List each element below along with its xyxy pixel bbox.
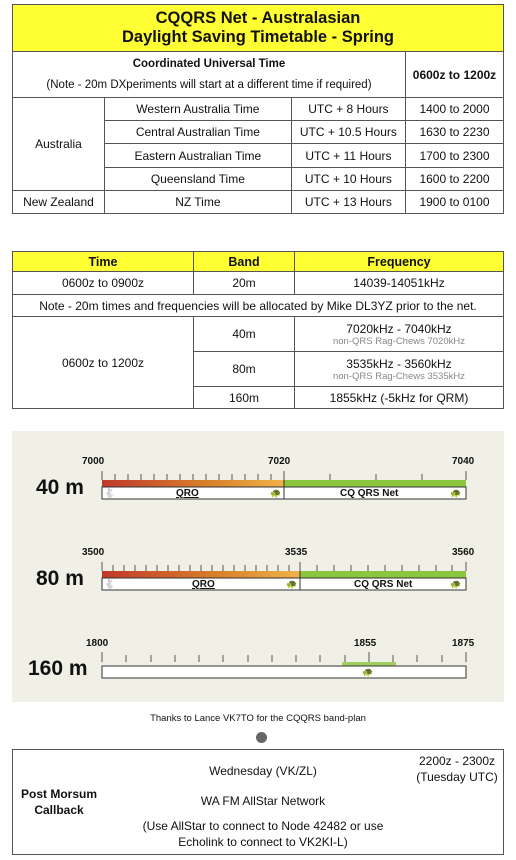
local-time-cell: 1900 to 0100 [405,191,503,214]
tick-marks [102,562,466,571]
title-line-2: Daylight Saving Timetable - Spring [122,28,394,46]
time-header: 0600z to 1200z [405,52,503,98]
frequency-cell [295,352,504,387]
qro-segment [102,480,284,487]
zone-cell: Eastern Australian Time [104,144,291,168]
callback-title-line-1: Post Morsum [20,787,97,801]
local-time-cell: 1630 to 2230 [405,121,503,144]
time-cell: 0600z to 0900z [13,272,194,295]
callback-instructions [103,818,423,850]
hare-icon: 🐇 [104,488,116,498]
zone-cell: NZ Time [104,191,291,214]
ragchew-note: non-QRS Rag-Chews 7020kHz [332,335,465,347]
australia-label: Australia [13,98,105,191]
turtle-icon: 🐢 [450,579,462,589]
tick-label: 1875 [452,638,475,649]
ragchew-note: non-QRS Rag-Chews 3535kHz [332,370,465,382]
qro-label: QRO [176,488,199,499]
callback-instructions-line-2: Echolink to connect to VK2KI-L) [178,835,348,849]
frequency-cell [295,317,504,352]
zone-cell: Central Australian Time [104,121,291,144]
callback-time [409,753,505,785]
qro-segment [102,571,300,578]
net-label: CQ QRS Net [354,579,413,590]
band-label-40m: 40 m [36,476,84,499]
utc-note: (Note - 20m DXperiments will start at a different time if required) [46,79,372,91]
turtle-icon: 🐢 [450,488,462,498]
credit-text: Thanks to Lance VK7TO for the CQQRS band-plan [150,713,366,724]
offset-cell: UTC + 10.5 Hours [291,121,405,144]
band-cell: 20m [194,272,295,295]
band-cell: 40m [194,317,295,352]
time-cell: 0600z to 1200z [13,317,194,409]
local-time-cell: 1600 to 2200 [405,168,503,191]
zone-cell: Queensland Time [104,168,291,191]
callback-time-line-2: (Tuesday UTC) [416,770,498,784]
band-note: Note - 20m times and frequencies will be allocated by Mike DL3YZ prior to the net. [13,295,504,317]
callback-box [12,749,504,855]
zone-cell: Western Australia Time [104,98,291,121]
offset-cell: UTC + 8 Hours [291,98,405,121]
band-label-80m: 80 m [36,567,84,590]
local-time-cell: 1400 to 2000 [405,98,503,121]
tick-marks [102,652,466,662]
turtle-icon: 🐢 [362,667,374,677]
tick-label: 3535 [285,547,308,558]
offset-cell: UTC + 10 Hours [291,168,405,191]
hare-icon: 🐇 [104,579,116,589]
band-cell: 160m [194,387,295,409]
band-plan [12,431,504,702]
band-label-160m: 160 m [28,657,88,680]
timetable [12,4,504,214]
title-line-1: CQQRS Net - Australasian [155,9,361,27]
callback-day: Wednesday (VK/ZL) [209,764,317,778]
offset-cell: UTC + 11 Hours [291,144,405,168]
band-cell: 80m [194,352,295,387]
utc-header: Coordinated Universal Time [132,58,286,70]
tick-label: 3560 [452,547,475,558]
callback-instructions-line-1: (Use AllStar to connect to Node 42482 or use [142,819,384,833]
turtle-icon: 🐢 [270,488,282,498]
time-col-header: Time [13,252,194,272]
timetable-title [13,5,504,52]
net-segment [284,480,466,487]
frequency-cell: 14039-14051kHz [295,272,504,295]
tick-label: 1855 [354,638,377,649]
callback-title-line-2: Callback [34,803,84,817]
net-label: CQ QRS Net [340,488,399,499]
offset-cell: UTC + 13 Hours [291,191,405,214]
carousel-dot[interactable] [256,732,267,743]
callback-time-line-1: 2200z - 2300z [418,754,496,768]
tick-label: 7020 [268,456,291,467]
tick-label: 3500 [82,547,105,558]
frequency-range: 7020kHz - 7040kHz [346,321,452,336]
band-table [12,251,504,409]
frequency-cell: 1855kHz (-5kHz for QRM) [295,387,504,409]
callback-network: WA FM AllStar Network [200,794,326,808]
band-col-header: Band [194,252,295,272]
tick-label: 7000 [82,456,105,467]
tick-label: 7040 [452,456,475,467]
qro-label: QRO [192,579,215,590]
turtle-icon: 🐢 [286,579,298,589]
frequency-col-header: Frequency [295,252,504,272]
band-strip [102,666,466,678]
net-segment [300,571,466,578]
tick-marks [102,471,466,480]
nz-label: New Zealand [13,191,105,214]
tick-label: 1800 [86,638,109,649]
local-time-cell: 1700 to 2300 [405,144,503,168]
frequency-range: 3535kHz - 3560kHz [346,356,452,371]
utc-header-cell [13,52,406,98]
callback-title [17,786,101,818]
net-segment [342,662,396,666]
